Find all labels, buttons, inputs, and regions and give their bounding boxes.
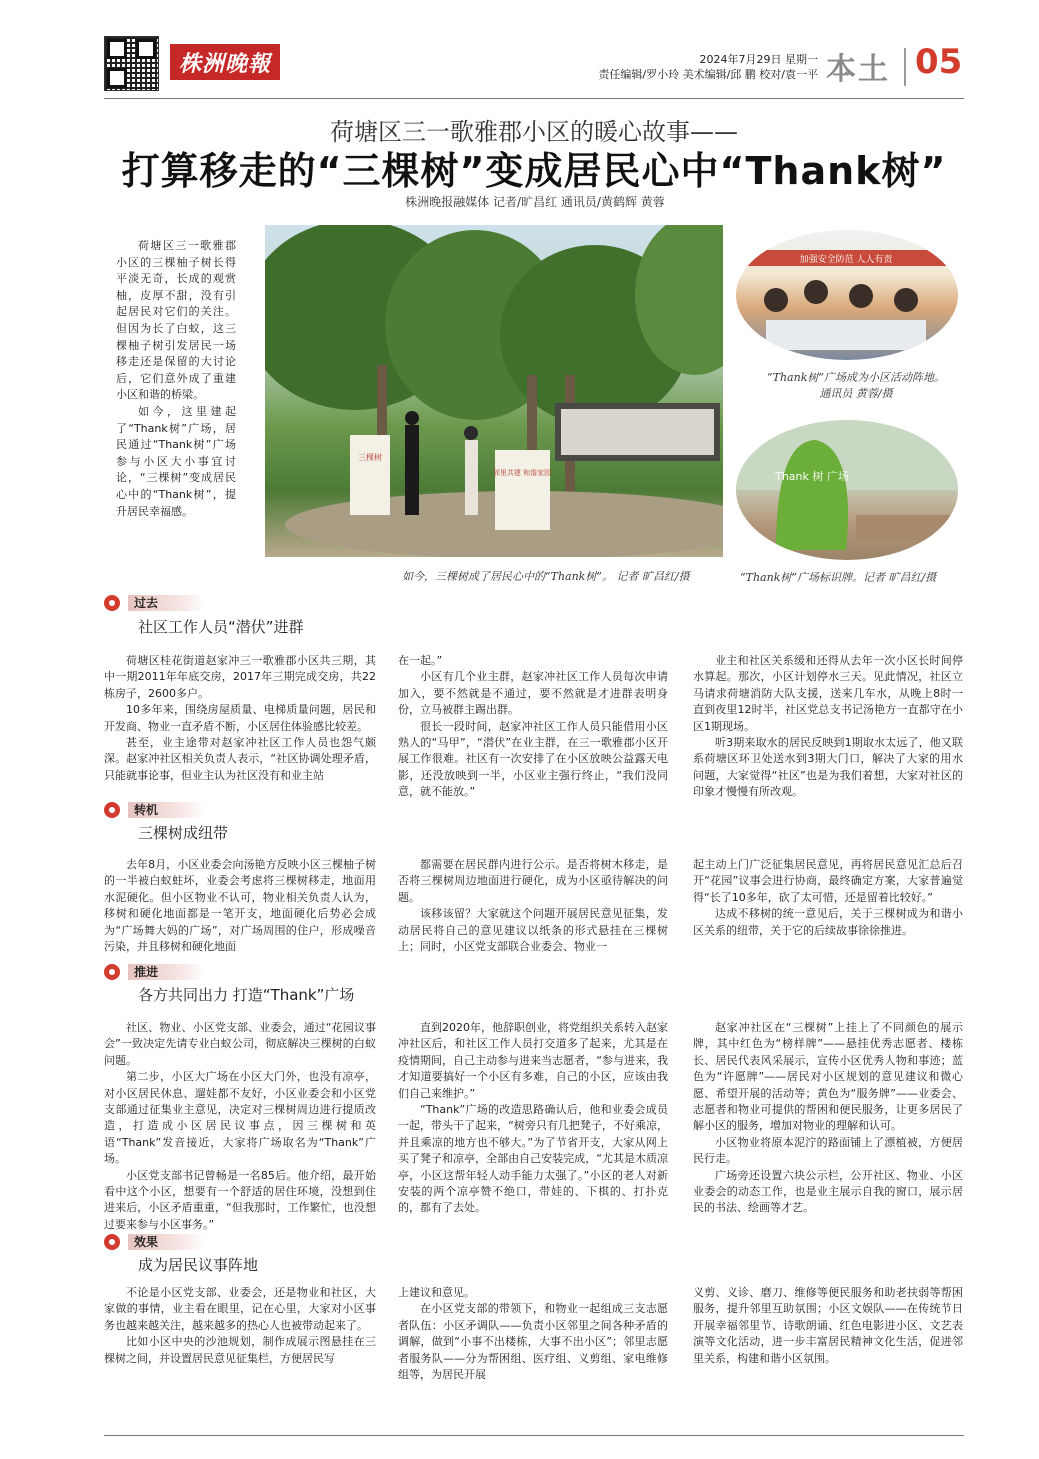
child-figure bbox=[764, 288, 788, 312]
main-photo-illustration bbox=[265, 225, 723, 557]
section-column bbox=[693, 653, 963, 801]
activity-table bbox=[766, 320, 926, 350]
paragraph: 去年8月，小区业委会向汤艳方反映小区三棵柚子树的一半被白蚁蛀坏，业委会考虑将三棵树移走，地面用水泥硬化。但小区物业不认可，物业相关负责人认为，移树和硬化地面都是一笔开支，地面硬化后势必会成为“广场舞大妈的广场”，对广场周围的住户，形成噪音污染，并且移树和硬化地面 bbox=[104, 858, 376, 954]
section-column bbox=[398, 1020, 668, 1217]
paragraph: 义剪、义诊、磨刀、维修等便民服务和助老扶弱等帮困服务，提升邻里互助氛围；小区文娱队——在传统节日开展幸福邻里节、诗歌朗诵、红色电影进小区、文艺表演等文化活动，进一步丰富居民精神文化生活，促进邻里关系，构建和谐小区氛围。 bbox=[693, 1286, 963, 1365]
paragraph: 都需要在居民群内进行公示。是否将树木移走，是否将三棵树周边地面进行硬化，成为小区亟待解决的问题。 bbox=[398, 858, 668, 904]
paragraph: 直到2020年，他辞职创业，将党组织关系转入赵家冲社区后，和社区工作人员打交道多了起来，尤其是在疫情期间，自己主动参与进来当志愿者，“参与进来，我才知道要搞好一个小区有多难，自己的小区，应该由我们自己来维护。” bbox=[398, 1021, 668, 1100]
activity-photo-caption bbox=[746, 370, 966, 402]
paragraph: 上建议和意见。 bbox=[398, 1286, 475, 1299]
person-head bbox=[405, 411, 419, 425]
section-column bbox=[693, 1020, 963, 1217]
editor-credits: 责任编辑/罗小玲 美术编辑/邱 鹏 校对/袁一平 bbox=[598, 68, 818, 81]
paragraph: 广场旁还设置六块公示栏，公开社区、物业、小区业委会的动态工作，也是业主展示自我的窗口，展示居民的书法、绘画等才艺。 bbox=[693, 1168, 963, 1215]
display-box-text: 邻里共建 和谐家园 bbox=[492, 469, 552, 477]
paragraph: 10多年来，围绕房屋质量、电梯质量问题，居民和开发商、物业一直矛盾不断，小区居住体验感比较差。 bbox=[104, 703, 376, 733]
headline: 打算移走的“三棵树”变成居民心中“Thank树” bbox=[121, 149, 947, 193]
paragraph: 起主动上门广泛征集居民意见，再将居民意见汇总后召开“花园”议事会进行协商，最终确定方案，大家普遍觉得“长了10多年，砍了太可惜，还是留着比较好。” bbox=[693, 858, 963, 904]
paragraph: 很长一段时间，赵家冲社区工作人员只能借用小区熟人的“马甲”，“潜伏”在业主群，在三一歌雅郡小区开展工作很难。社区有一次安排了在小区放映公益露天电影，还没放映到一半，小区业主强行终止，“我们没同意，就不能放。” bbox=[398, 719, 668, 799]
dateline bbox=[560, 52, 818, 82]
paragraph: 业主和社区关系缓和还得从去年一次小区长时间停水算起。那次，小区计划停水三天。见此情况，社区立马请求荷塘消防大队支援，送来几车水，从晚上8时一直到夜里12时半，社区党总支书记汤艳方一直都守在小区1期现场。 bbox=[693, 654, 963, 733]
section-column bbox=[104, 857, 376, 955]
section-name: 本土 bbox=[826, 52, 890, 87]
page-number: 05 bbox=[915, 42, 963, 82]
child-figure bbox=[849, 284, 873, 308]
paragraph: 赵家冲社区在“三棵树”上挂上了不同颜色的展示牌，其中红色为“榜样牌”——悬挂优秀志愿者、楼栋长、居民代表风采展示，宣传小区优秀人物和事迹；蓝色为“许愿牌”——居民对小区规划的意见建议和微心愿、希望开展的活动等；黄色为“服务牌”——业委会、志愿者和物业可提供的帮困和便民服务，让更多居民了解小区的服务，增加对物业的理解和认可。 bbox=[693, 1021, 963, 1133]
byline: 株洲晚报融媒体 记者/旷昌红 通讯员/黄鹤辉 黄蓉 bbox=[405, 195, 665, 209]
display-box-right bbox=[492, 450, 552, 530]
intro-text bbox=[116, 238, 236, 520]
paragraph: “Thank”广场的改造思路确认后，他和业委会成员一起，带头干了起来，“树旁只有几把凳子，不好乘凉，并且乘凉的地方也不够大。”为了节省开支，大家从网上买了凳子和凉亭，全部由自己安装完成，“尤其是木质凉亭，小区这帮年轻人动手能力太强了。”小区的老人对新安装的两个凉亭赞不绝口，带娃的、下棋的、打扑克的，都有了去处。 bbox=[398, 1103, 668, 1215]
paragraph: 荷塘区桂花街道赵家冲三一歌雅郡小区共三期，其中一期2011年年底交房，2017年三期完成交房，共22栋房子，2600多户。 bbox=[104, 654, 376, 700]
qr-corner bbox=[136, 39, 156, 59]
wooden-deck bbox=[856, 515, 956, 540]
section-title: 各方共同出力 打造“Thank”广场 bbox=[138, 986, 355, 1004]
paragraph: 第二步，小区大广场在小区大门外，也没有凉亭，对小区居民休息、遛娃都不友好，小区业委会和小区党支部通过征集业主意见，决定对三棵树周边进行提质改造，打造成小区居民议事点，因三棵树和英语“Thank”发音接近，大家将广场取名为“Thank”广场。 bbox=[104, 1070, 376, 1166]
section-column bbox=[104, 653, 376, 784]
activity-caption-credit: 通讯员 黄蓉/摄 bbox=[819, 387, 893, 400]
paragraph: 社区、物业、小区党支部、业委会，通过“花园议事会”一致决定先请专业白蚁公司，彻底解决三棵树的白蚁问题。 bbox=[104, 1021, 376, 1067]
section-marker-icon bbox=[104, 595, 120, 611]
qr-corner bbox=[107, 68, 127, 88]
section-title: 三棵树成纽带 bbox=[138, 824, 229, 842]
display-box-left bbox=[350, 435, 390, 515]
section-column bbox=[398, 1285, 668, 1383]
paragraph: 小区有几个业主群，赵家冲社区工作人员每次申请加入，要不然就是不通过，要不然就是才进群表明身份，立马被群主踢出群。 bbox=[398, 670, 668, 717]
kicker: 荷塘区三一歌雅郡小区的暖心故事—— bbox=[330, 118, 738, 146]
person-figure bbox=[405, 425, 419, 515]
section-tag: 效果 bbox=[128, 1234, 204, 1250]
child-figure bbox=[894, 288, 918, 312]
main-photo bbox=[265, 225, 723, 557]
section-title: 社区工作人员“潜伏”进群 bbox=[138, 618, 304, 636]
header-rule bbox=[104, 98, 964, 99]
intro-paragraph: 荷塘区三一歌雅郡小区的三棵柚子树长得平淡无奇，长成的观赏柚，皮厚不甜，没有引起居民对它们的关注。但因为长了白蚁，这三棵柚子树引发居民一场移走还是保留的大讨论后，它们意外成了重建小区和谐的桥梁。 bbox=[116, 239, 236, 402]
sign-photo bbox=[736, 420, 958, 560]
main-photo-caption: 如今，三棵树成了居民心中的“Thank树”。 记者 旷昌红/摄 bbox=[402, 570, 690, 583]
activity-caption-line: “Thank树”广场成为小区活动阵地。 bbox=[767, 371, 945, 384]
section-column bbox=[693, 857, 963, 939]
child-figure bbox=[804, 280, 828, 304]
qr-code bbox=[104, 36, 159, 91]
masthead-divider bbox=[904, 48, 906, 86]
paragraph: 甚至，业主途带对赵家冲社区工作人员也怨气颇深。赵家冲社区相关负责人表示，“社区协调处理矛盾，只能就事论事，但业主认为社区没有和业主站 bbox=[104, 736, 376, 782]
paragraph: 该移该留？大家就这个问题开展居民意见征集，发动居民将自己的意见建议以纸条的形式悬挂在三棵树上；同时，小区党支部联合业委会、物业一 bbox=[398, 907, 668, 954]
section-marker-icon bbox=[104, 802, 120, 818]
activity-photo bbox=[736, 230, 958, 360]
paragraph: 在一起。” bbox=[398, 654, 443, 667]
paragraph: 达成不移树的统一意见后，关于三棵树成为和谐小区关系的纽带，关于它的后续故事徐徐推进。 bbox=[693, 907, 963, 937]
section-tag: 过去 bbox=[128, 595, 204, 611]
newspaper-logo: 株洲晚報 bbox=[170, 44, 280, 80]
activity-photo-illustration bbox=[736, 230, 958, 360]
section-marker-icon bbox=[104, 1234, 120, 1250]
section-column bbox=[104, 1285, 376, 1367]
paragraph: 小区物业将原本泥泞的路面铺上了漂植被，方便居民行走。 bbox=[693, 1135, 963, 1166]
section-column bbox=[398, 857, 668, 955]
sign-text: Thank 树 广场 bbox=[775, 470, 849, 483]
section-column bbox=[398, 653, 668, 801]
paragraph: 小区党支部书记曾畅是一名85后。他介绍，最开始看中这个小区，想要有一个舒适的居住环境，没想到住进来后，小区矛盾重重，“但我那时，工作繁忙，也没想过要来参与小区事务。” bbox=[104, 1168, 376, 1231]
sign-photo-caption: “Thank树”广场标识牌。记者 旷昌红/摄 bbox=[740, 571, 937, 584]
person-figure bbox=[465, 440, 478, 515]
intro-paragraph: 如今，这里建起了“Thank树”广场，居民通过“Thank树”广场参与小区大小事宜讨论，“三棵树”变成居民心中的“Thank树”，提升居民幸福感。 bbox=[116, 404, 236, 518]
activity-banner-text: 加强安全防范 人人有责 bbox=[799, 255, 893, 265]
section-tag: 转机 bbox=[128, 802, 204, 818]
section-title: 成为居民议事阵地 bbox=[138, 1256, 259, 1274]
bulletin-board-panel bbox=[561, 409, 714, 455]
paragraph: 不论是小区党支部、业委会，还是物业和社区，大家做的事情，业主看在眼里，记在心里，大家对小区事务也越来越关注，越来越多的热心人也被带动起来了。 bbox=[104, 1286, 376, 1332]
paragraph: 在小区党支部的带领下，和物业一起组成三支志愿者队伍：小区矛调队——负责小区邻里之间各种矛盾的调解，做到“小事不出楼栋，大事不出小区”；邻里志愿者服务队——分为帮困组、医疗组、义剪组、家电维修组等，为居民开展 bbox=[398, 1302, 668, 1382]
footer-rule bbox=[104, 1435, 964, 1436]
section-tag: 推进 bbox=[128, 964, 204, 980]
sign-photo-illustration bbox=[736, 420, 958, 560]
section-column bbox=[693, 1285, 963, 1367]
display-box-text: 三棵树 bbox=[358, 453, 382, 462]
section-marker-icon bbox=[104, 964, 120, 980]
section-column bbox=[104, 1020, 376, 1233]
paragraph: 听3期来取水的居民反映到1期取水太远了，他又联系荷塘区环卫处送水到3期大门口，解决了大家的用水问题，大家觉得“社区”也是为我们着想，大家对社区的印象才慢慢有所改观。 bbox=[693, 736, 963, 799]
paragraph: 比如小区中央的沙池规划，制作成展示图悬挂在三棵树之间，并设置居民意见征集栏，方便居民写 bbox=[104, 1335, 376, 1365]
qr-corner bbox=[107, 39, 127, 59]
person-head bbox=[464, 426, 478, 440]
issue-date: 2024年7月29日 星期一 bbox=[699, 53, 818, 66]
